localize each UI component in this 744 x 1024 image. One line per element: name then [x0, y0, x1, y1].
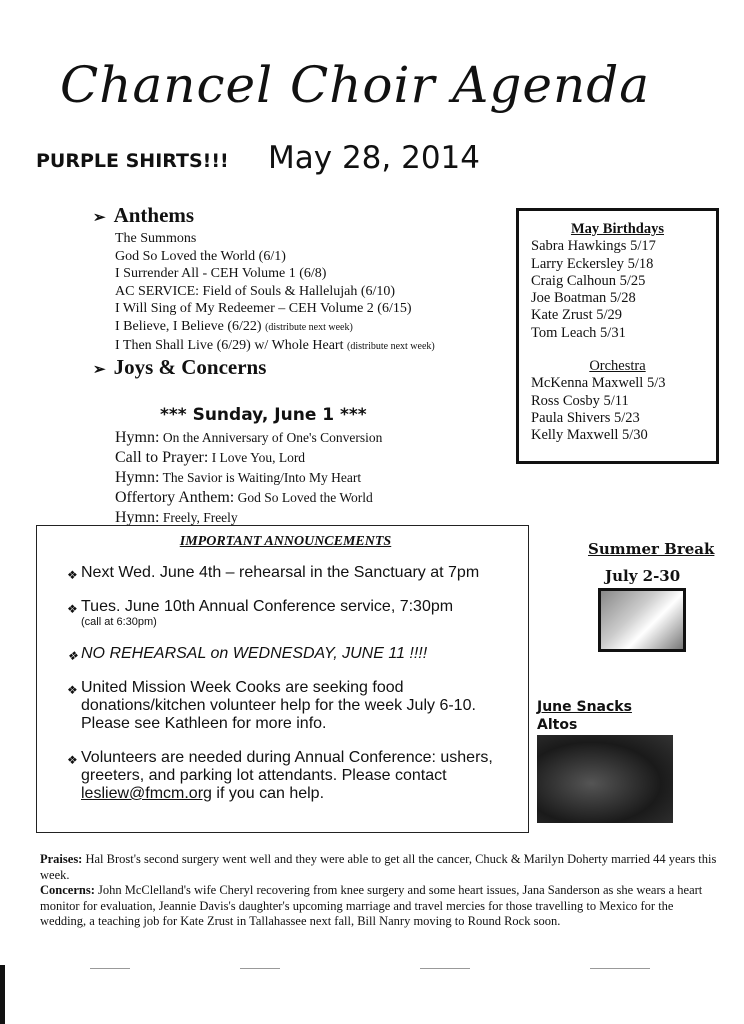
diamond-bullet-icon: ❖: [67, 753, 78, 767]
anthem-note: (distribute next week): [265, 321, 353, 333]
snacks-photo: [537, 735, 673, 823]
list-item: [115, 265, 503, 283]
scan-artifact: [240, 968, 280, 969]
anthems-heading: [93, 203, 503, 230]
scan-artifact: [420, 968, 470, 969]
service-label: Hymn:: [115, 469, 160, 487]
anthem-title: AC SERVICE: Field of Souls & Hallelujah (6/10): [115, 283, 396, 299]
arrow-bullet-icon: ➢: [93, 362, 106, 379]
anthem-title: I Will Sing of My Redeemer – CEH Volume 2 (6/15): [115, 301, 412, 317]
list-item: [115, 300, 503, 318]
praises-text: Hal Brost's second surgery went well and they were able to get all the cancer, Chuck & Marilyn Doherty married 44 years this week.: [40, 852, 717, 882]
orchestra-birthday-item: Ross Cosby 5/11: [531, 392, 629, 409]
service-item: [115, 468, 503, 488]
anthem-title: I Believe, I Believe (6/22): [115, 318, 266, 334]
praises-concerns: [40, 852, 720, 930]
birthdays-heading: May Birthdays: [570, 221, 665, 237]
announcement-subtext: (call at 6:30pm): [81, 616, 157, 628]
orchestra-birthday-item: Paula Shivers 5/23: [531, 409, 640, 426]
orchestra-heading: Orchestra: [589, 358, 646, 375]
list-item: [115, 283, 503, 301]
announcements-heading: IMPORTANT ANNOUNCEMENTS: [179, 534, 392, 549]
anthems-list: [93, 230, 503, 355]
concerns-text: John McClelland's wife Cheryl recovering from knee surgery and some heart issues, Jana Sanderson as she wears a heart monitor for evaluation, Jeannie Davis's daughter's upcoming marriage and travel mercies for those travelling to Mexico for the wedding, a teaching job for Kate Zrust in Tallahassee next fall, Bill Nanry moving to Round Rock soon.: [40, 883, 703, 928]
anthem-title: I Then Shall Live (6/29) w/ Whole Heart: [115, 337, 347, 353]
birthdays-box: [516, 208, 719, 464]
announcement-item: [67, 749, 514, 803]
list-item: [115, 337, 503, 356]
concerns-label: Concerns:: [40, 883, 95, 897]
scan-edge: [0, 965, 5, 1024]
anthem-note: (distribute next week): [346, 340, 435, 352]
summer-clipart-image: [598, 588, 686, 652]
service-item: [115, 448, 503, 468]
service-item: [115, 488, 503, 508]
scan-artifact: [590, 968, 650, 969]
service-label: Hymn:: [115, 429, 160, 447]
joys-heading: [93, 355, 503, 382]
service-label: Offertory Anthem:: [115, 489, 235, 507]
scan-artifact: [90, 968, 130, 969]
page-title: Chancel Choir Agenda: [60, 56, 651, 114]
arrow-bullet-icon: ➢: [93, 210, 106, 226]
orchestra-birthday-item: Kelly Maxwell 5/30: [531, 427, 648, 444]
diamond-bullet-icon: ❖: [67, 649, 78, 663]
service-value: On the Anniversary of One's Conversion: [159, 430, 383, 446]
announcement-text: Tues. June 10th Annual Conference service, 7:30pm: [81, 598, 454, 615]
service-value: God So Loved the World: [234, 490, 373, 506]
anthems-heading-text: Anthems: [113, 203, 195, 227]
anthem-title: The Summons: [115, 231, 197, 246]
anthem-title: I Surrender All - CEH Volume 1 (6/8): [115, 266, 327, 282]
announcement-item: [67, 679, 514, 733]
list-item: [115, 248, 503, 266]
service-value: I Love You, Lord: [208, 450, 306, 466]
announcement-text: United Mission Week Cooks are seeking food donations/kitchen volunteer help for the week July 6-10. Please see Kathleen for more info.: [81, 679, 476, 732]
shirt-note: PURPLE SHIRTS!!!: [36, 150, 229, 172]
contact-email-link[interactable]: lesliew@fmcm.org: [81, 785, 212, 802]
sunday-order: [93, 428, 503, 528]
service-label: Call to Prayer:: [115, 449, 209, 467]
anthem-title: God So Loved the World (6/1): [115, 248, 286, 264]
summer-break-heading: Summer Break: [588, 540, 715, 558]
announcements-box: [36, 525, 529, 833]
agenda-column: [93, 203, 503, 528]
announcement-text: if you can help.: [211, 785, 325, 802]
birthday-item: Craig Calhoun 5/25: [531, 272, 646, 289]
birthday-item: Tom Leach 5/31: [531, 324, 626, 341]
announcement-text: Volunteers are needed during Annual Conference: ushers, greeters, and parking lot attendants. Please contact: [81, 749, 493, 784]
list-item: [115, 230, 503, 248]
agenda-date: May 28, 2014: [268, 140, 480, 176]
birthday-item: Larry Eckersley 5/18: [531, 255, 654, 272]
list-item: [115, 318, 503, 337]
service-value: Freely, Freely: [159, 510, 238, 526]
service-value: The Savior is Waiting/Into My Heart: [159, 470, 362, 486]
snacks-heading: June Snacks: [537, 699, 632, 715]
praises-label: Praises:: [40, 852, 83, 866]
diamond-bullet-icon: ❖: [67, 683, 78, 697]
birthday-item: Sabra Hawkings 5/17: [531, 238, 656, 255]
announcement-text: NO REHEARSAL on WEDNESDAY, JUNE 11 !!!!: [81, 645, 428, 662]
concerns: [40, 883, 720, 930]
diamond-bullet-icon: ❖: [67, 568, 78, 582]
birthday-item: Joe Boatman 5/28: [531, 290, 636, 307]
diamond-bullet-icon: ❖: [67, 602, 78, 616]
service-label: Hymn:: [115, 509, 160, 527]
praises: [40, 852, 720, 883]
summer-break-dates: July 2-30: [605, 567, 681, 585]
joys-heading-text: Joys & Concerns: [113, 355, 267, 380]
snacks-group: Altos: [537, 717, 578, 733]
service-item: [115, 428, 503, 448]
announcement-item: [67, 564, 514, 582]
announcement-item: [67, 598, 514, 629]
birthday-item: Kate Zrust 5/29: [531, 307, 623, 324]
sunday-heading: *** Sunday, June 1 ***: [160, 405, 367, 426]
announcement-item: [67, 645, 514, 663]
orchestra-birthday-item: McKenna Maxwell 5/3: [531, 375, 666, 392]
announcement-text: Next Wed. June 4th – rehearsal in the Sanctuary at 7pm: [81, 564, 480, 581]
